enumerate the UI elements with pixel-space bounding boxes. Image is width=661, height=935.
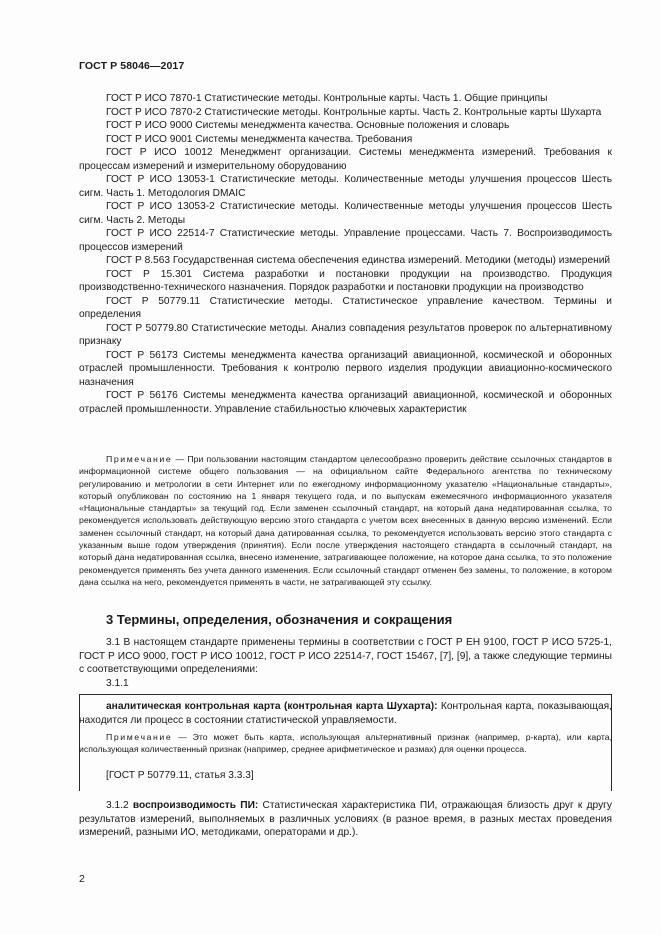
reference-item: ГОСТ Р ИСО 9001 Системы менеджмента качества. Требования bbox=[106, 133, 413, 145]
note-text: При пользовании настоящим стандартом целесообразно проверить действие ссылочных стандартов в информационной системе общего пользования — на официальном сайте Федерального агентства по техническому регулированию и метрологии в сети Интернет или по ежегодному информационному указателю «Национальные стандарты», который опубликован по состоянию на 1 января текущего года, и по выпускам ежемесячного информационного указателя «Национальные стандарты» за текущий год. Если заменен ссылочный стандарт, на который дана недатированная ссылка, то рекомендуется использовать действующую версию этого стандарта с учетом всех внесенных в данную версию изменений. Если заменен ссылочный стандарт, на который дана датированная ссылка, то рекомендуется использовать версию этого стандарта с указанным выше годом утверждения (принятия). Если после утверждения настоящего стандарта в ссылочный стандарт, на который дана недатированная ссылка, внесено изменение, затрагивающее положение, на которое дана ссылка, то это положение рекомендуется применять без учета данного изменения. Если ссылочный стандарт отменен без замены, то положение, в котором дана ссылка на него, рекомендуется применять в части, не затрагивающей эту ссылку. bbox=[79, 454, 612, 587]
term-note-text: Это может быть карта, использующая альтернативный признак (например, p-карта), или карта, использующая количественный признак (например, среднее арифметическое и размах) для оценки процесса. bbox=[79, 732, 613, 755]
note-label: Примечание bbox=[106, 454, 173, 464]
term-source: [ГОСТ Р 50779.11, статья 3.3.3] bbox=[106, 770, 254, 781]
term-definition-text: Контрольная карта, показывающая, находится ли процесс в состоянии статистической управляемости. bbox=[79, 701, 612, 726]
normative-references-list bbox=[79, 92, 612, 416]
reference-item: ГОСТ Р ИСО 10012 Менеджмент организации. Системы менеджмента измерений. Требования к процессам измерений и измерительному оборудованию bbox=[79, 147, 612, 172]
clause-number: 3.1.1 bbox=[106, 678, 129, 689]
term-name: аналитическая контрольная карта (контрольная карта Шухарта): bbox=[106, 701, 438, 712]
document-code: ГОСТ Р 58046—2017 bbox=[79, 60, 185, 72]
clause-3-1-2-number: 3.1.2 bbox=[106, 800, 133, 811]
section-title: 3 Термины, определения, обозначения и сокращения bbox=[106, 612, 453, 627]
reference-item: ГОСТ Р 50779.11 Статистические методы. Статистическое управление качеством. Термины и определения bbox=[79, 295, 612, 320]
reference-item: ГОСТ Р 15.301 Система разработки и постановки продукции на производство. Продукция производственно-технического назначения. Порядок разработки и постановки продукции на производство bbox=[79, 268, 612, 293]
reference-item: ГОСТ Р ИСО 7870-2 Статистические методы. Контрольные карты. Часть 2. Контрольные карты Шухарта bbox=[106, 106, 602, 118]
reference-item: ГОСТ Р 8.563 Государственная система обеспечения единства измерений. Методики (методы) измерений bbox=[106, 255, 611, 266]
note-dash: — bbox=[172, 454, 188, 464]
reference-item: ГОСТ Р ИСО 7870-1 Статистические методы. Контрольные карты. Часть 1. Общие принципы bbox=[106, 93, 548, 104]
reference-item: ГОСТ Р 50779.80 Статистические методы. Анализ совпадения результатов проверок по альтернативному признаку bbox=[79, 322, 612, 347]
clause-3-1-2-definition: Статистическая характеристика ПИ, отражающая близость друг к другу результатов измерений, выполняемых в различных условиях (в разное время, в разных местах проведения измерений, разными ИО, методиками, операторами и др.). bbox=[79, 800, 612, 839]
reference-item: ГОСТ Р ИСО 22514-7 Статистические методы. Управление процессами. Часть 7. Воспроизводимость процессов измерений bbox=[79, 228, 612, 253]
section-intro: 3.1 В настоящем стандарте применены термины в соответствии с ГОСТ Р ЕН 9100, ГОСТ Р ИСО 5725-1, ГОСТ Р ИСО 9000, ГОСТ Р ИСО 10012, ГОСТ Р ИСО 22514-7, ГОСТ 15467, [7], [9], а также следующие термины с соответствующими определениями: bbox=[79, 637, 612, 676]
reference-item: ГОСТ Р ИСО 13053-1 Статистические методы. Количественные методы улучшения процессов Шесть сигм. Часть 1. Методология DMAIC bbox=[79, 174, 612, 199]
term-note-dash: — bbox=[172, 732, 193, 742]
references-note bbox=[79, 453, 612, 588]
reference-item: ГОСТ Р ИСО 13053-2 Статистические методы. Количественные методы улучшения процессов Шесть сигм. Часть 2. Методы bbox=[79, 201, 612, 226]
reference-item: ГОСТ Р 56176 Системы менеджмента качества организаций авиационной, космической и оборонных отраслей промышленности. Управление стабильностью ключевых характеристик bbox=[79, 390, 612, 415]
reference-item: ГОСТ Р ИСО 9000 Системы менеджмента качества. Основные положения и словарь bbox=[106, 120, 510, 131]
term-definition bbox=[79, 700, 612, 727]
term-note bbox=[79, 731, 612, 756]
clause-3-1-2 bbox=[79, 799, 612, 840]
clause-3-1-2-term: воспроизводимость ПИ: bbox=[132, 800, 259, 811]
reference-item: ГОСТ Р 56173 Системы менеджмента качества организаций авиационной, космической и оборонных отраслей промышленности. Требования к контролю первого изделия продукции авиационно-космического назначения bbox=[79, 349, 612, 388]
term-note-label: Примечание bbox=[106, 732, 173, 742]
page-number: 2 bbox=[79, 873, 85, 885]
